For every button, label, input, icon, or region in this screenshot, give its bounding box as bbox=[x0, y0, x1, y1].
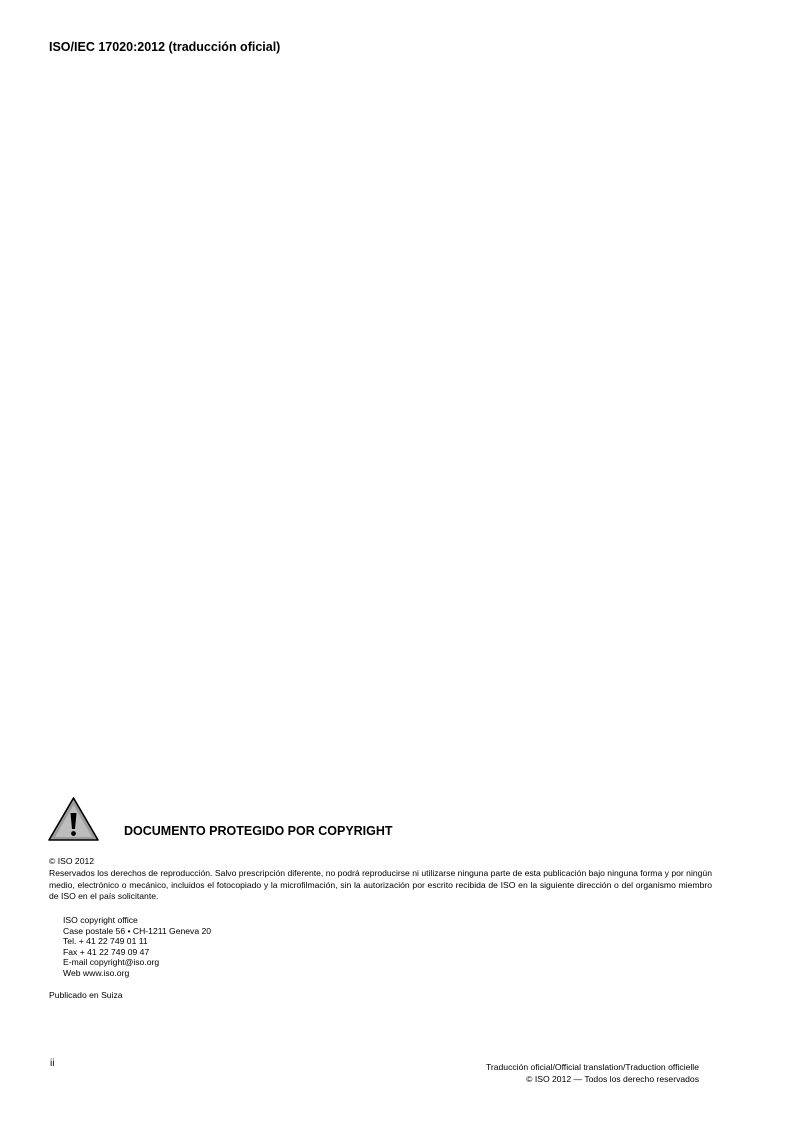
address-block bbox=[63, 915, 211, 978]
footer-translation-line: Traducción oficial/Official translation/Traduction officielle bbox=[485, 1062, 699, 1072]
published-line: Publicado en Suiza bbox=[49, 990, 123, 1000]
address-postal: Case postale 56 • CH-1211 Geneva 20 bbox=[63, 925, 212, 936]
copyright-heading: DOCUMENTO PROTEGIDO POR COPYRIGHT bbox=[124, 824, 393, 838]
address-office: ISO copyright office bbox=[63, 915, 138, 925]
document-title: ISO/IEC 17020:2012 (traducción oficial) bbox=[49, 40, 281, 54]
address-tel: Tel. + 41 22 749 01 11 bbox=[63, 936, 148, 946]
footer-rights-line: © ISO 2012 — Todos los derecho reservados bbox=[526, 1074, 699, 1084]
footer-notice bbox=[486, 1061, 699, 1085]
address-web: Web www.iso.org bbox=[63, 967, 130, 978]
copyright-line: © ISO 2012 bbox=[49, 856, 95, 866]
page-number: ii bbox=[50, 1058, 55, 1069]
address-fax: Fax + 41 22 749 09 47 bbox=[63, 946, 150, 957]
rights-paragraph: Reservados los derechos de reproducción. Salvo prescripción diferente, no podrá reproducirse ni utilizarse ninguna parte de esta publicación bajo ninguna forma y por ningún medio, electrónico o mecánico, incluidos el fotocopiado y la microfilmación, sin la autorización por escrito recibida de ISO en la siguiente dirección o del organismo miembro de ISO en el país solicitante. bbox=[49, 868, 712, 902]
address-email: E-mail copyright@iso.org bbox=[63, 957, 160, 967]
warning-triangle-icon bbox=[47, 796, 100, 842]
